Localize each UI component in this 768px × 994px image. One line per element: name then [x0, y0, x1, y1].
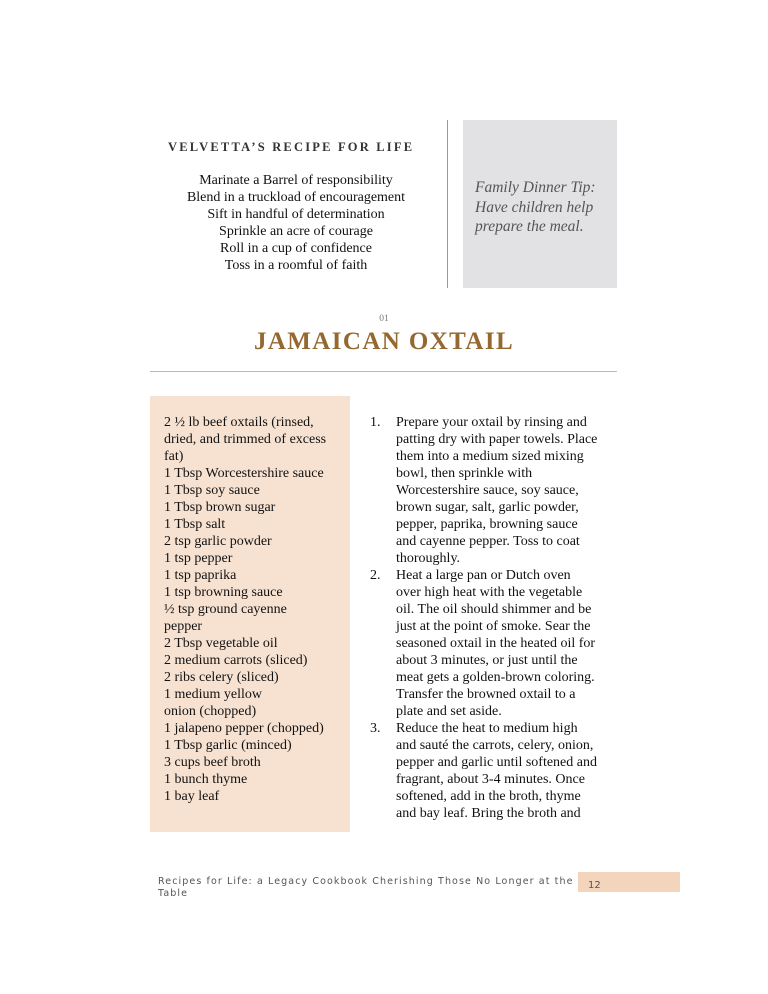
instruction-step — [370, 720, 618, 822]
step-line: thoroughly. — [396, 551, 461, 566]
step-line: brown sugar, salt, garlic powder, — [396, 500, 579, 515]
ingredient-item: 1 bunch thyme — [164, 772, 248, 787]
life-recipe-title: VELVETTA’S RECIPE FOR LIFE — [168, 140, 415, 154]
step-line: Prepare your oxtail by rinsing and — [396, 415, 587, 430]
life-recipe-line: Sprinkle an acre of courage — [219, 224, 373, 239]
life-recipe-line: Marinate a Barrel of responsibility — [199, 173, 393, 188]
step-line: Worcestershire sauce, soy sauce, — [396, 483, 579, 498]
ingredient-item: 1 jalapeno pepper (chopped) — [164, 721, 324, 736]
step-line: them into a medium sized mixing — [396, 449, 584, 464]
step-text — [396, 567, 618, 720]
ingredient-item: 2 medium carrots (sliced) — [164, 653, 308, 668]
ingredient-item: 2 ½ lb beef oxtails (rinsed, — [164, 415, 314, 430]
step-line: pepper and garlic until softened and — [396, 755, 597, 770]
life-recipe-lines — [160, 172, 432, 274]
step-line: oil. The oil should shimmer and be — [396, 602, 592, 617]
ingredient-item: pepper — [164, 619, 203, 634]
step-number: 3. — [370, 721, 381, 736]
step-line: patting dry with paper towels. Place — [396, 432, 598, 447]
step-line: bowl, then sprinkle with — [396, 466, 533, 481]
ingredient-item: 3 cups beef broth — [164, 755, 261, 770]
life-recipe-line: Roll in a cup of confidence — [219, 241, 372, 256]
title-underline — [150, 371, 617, 372]
step-line: Reduce the heat to medium high — [396, 721, 578, 736]
life-recipe-line: Sift in handful of determination — [207, 207, 385, 222]
page-number: 12 — [588, 880, 601, 891]
footer-line: Table — [158, 888, 189, 899]
ingredient-item: 1 Tbsp Worcestershire sauce — [164, 466, 324, 481]
ingredient-item: 1 Tbsp brown sugar — [164, 500, 276, 515]
tip-line: prepare the meal. — [475, 218, 584, 235]
step-line: plate and set aside. — [396, 704, 502, 719]
step-line: pepper, paprika, browning sauce — [396, 517, 578, 532]
step-line: and sauté the carrots, celery, onion, — [396, 738, 594, 753]
ingredient-item: 2 ribs celery (sliced) — [164, 670, 279, 685]
step-line: and bay leaf. Bring the broth and — [396, 806, 581, 821]
footer-book-title — [158, 876, 578, 900]
footer-line: Recipes for Life: a Legacy Cookbook Cherishing Those No Longer at the — [158, 876, 574, 887]
ingredient-item: 1 bay leaf — [164, 789, 220, 804]
ingredient-item: 1 tsp paprika — [164, 568, 237, 583]
step-line: and cayenne pepper. Toss to coat — [396, 534, 580, 549]
family-dinner-tip — [475, 178, 615, 237]
ingredient-item: 2 Tbsp vegetable oil — [164, 636, 278, 651]
ingredient-item: fat) — [164, 449, 184, 464]
ingredient-item: 2 tsp garlic powder — [164, 534, 272, 549]
step-line: Heat a large pan or Dutch oven — [396, 568, 571, 583]
step-line: meat gets a golden-brown coloring. — [396, 670, 595, 685]
recipe-title: JAMAICAN OXTAIL — [253, 328, 515, 355]
step-text — [396, 720, 618, 822]
ingredient-item: dried, and trimmed of excess — [164, 432, 327, 447]
tip-line: Have children help — [475, 198, 594, 216]
ingredient-item: ½ tsp ground cayenne — [164, 602, 287, 617]
step-number: 2. — [370, 568, 381, 583]
step-number: 1. — [370, 415, 381, 430]
life-recipe-line: Blend in a truckload of encouragement — [186, 190, 406, 205]
ingredient-item: 1 Tbsp soy sauce — [164, 483, 260, 498]
recipe-index: 01 — [379, 314, 389, 324]
ingredient-item: 1 Tbsp garlic (minced) — [164, 738, 292, 753]
ingredient-item: 1 Tbsp salt — [164, 517, 226, 532]
step-line: softened, add in the broth, thyme — [396, 789, 581, 804]
step-line: over high heat with the vegetable — [396, 585, 583, 600]
ingredient-item: onion (chopped) — [164, 704, 257, 719]
instructions-list — [370, 414, 618, 822]
tip-line: Family Dinner Tip: — [475, 179, 596, 196]
step-line: Transfer the browned oxtail to a — [396, 687, 576, 702]
ingredient-item: 1 tsp pepper — [164, 551, 233, 566]
step-line: fragrant, about 3-4 minutes. Once — [396, 772, 585, 787]
ingredient-item: 1 medium yellow — [164, 687, 262, 702]
step-line: just at the point of smoke. Sear the — [396, 619, 591, 634]
ingredient-item: 1 tsp browning sauce — [164, 585, 283, 600]
step-text — [396, 414, 618, 567]
life-recipe-line: Toss in a roomful of faith — [224, 258, 368, 273]
step-line: about 3 minutes, or just until the — [396, 653, 578, 668]
instruction-step — [370, 567, 618, 720]
ingredients-list — [164, 414, 344, 805]
step-line: seasoned oxtail in the heated oil for — [396, 636, 596, 651]
section-divider — [447, 120, 448, 288]
instruction-step — [370, 414, 618, 567]
